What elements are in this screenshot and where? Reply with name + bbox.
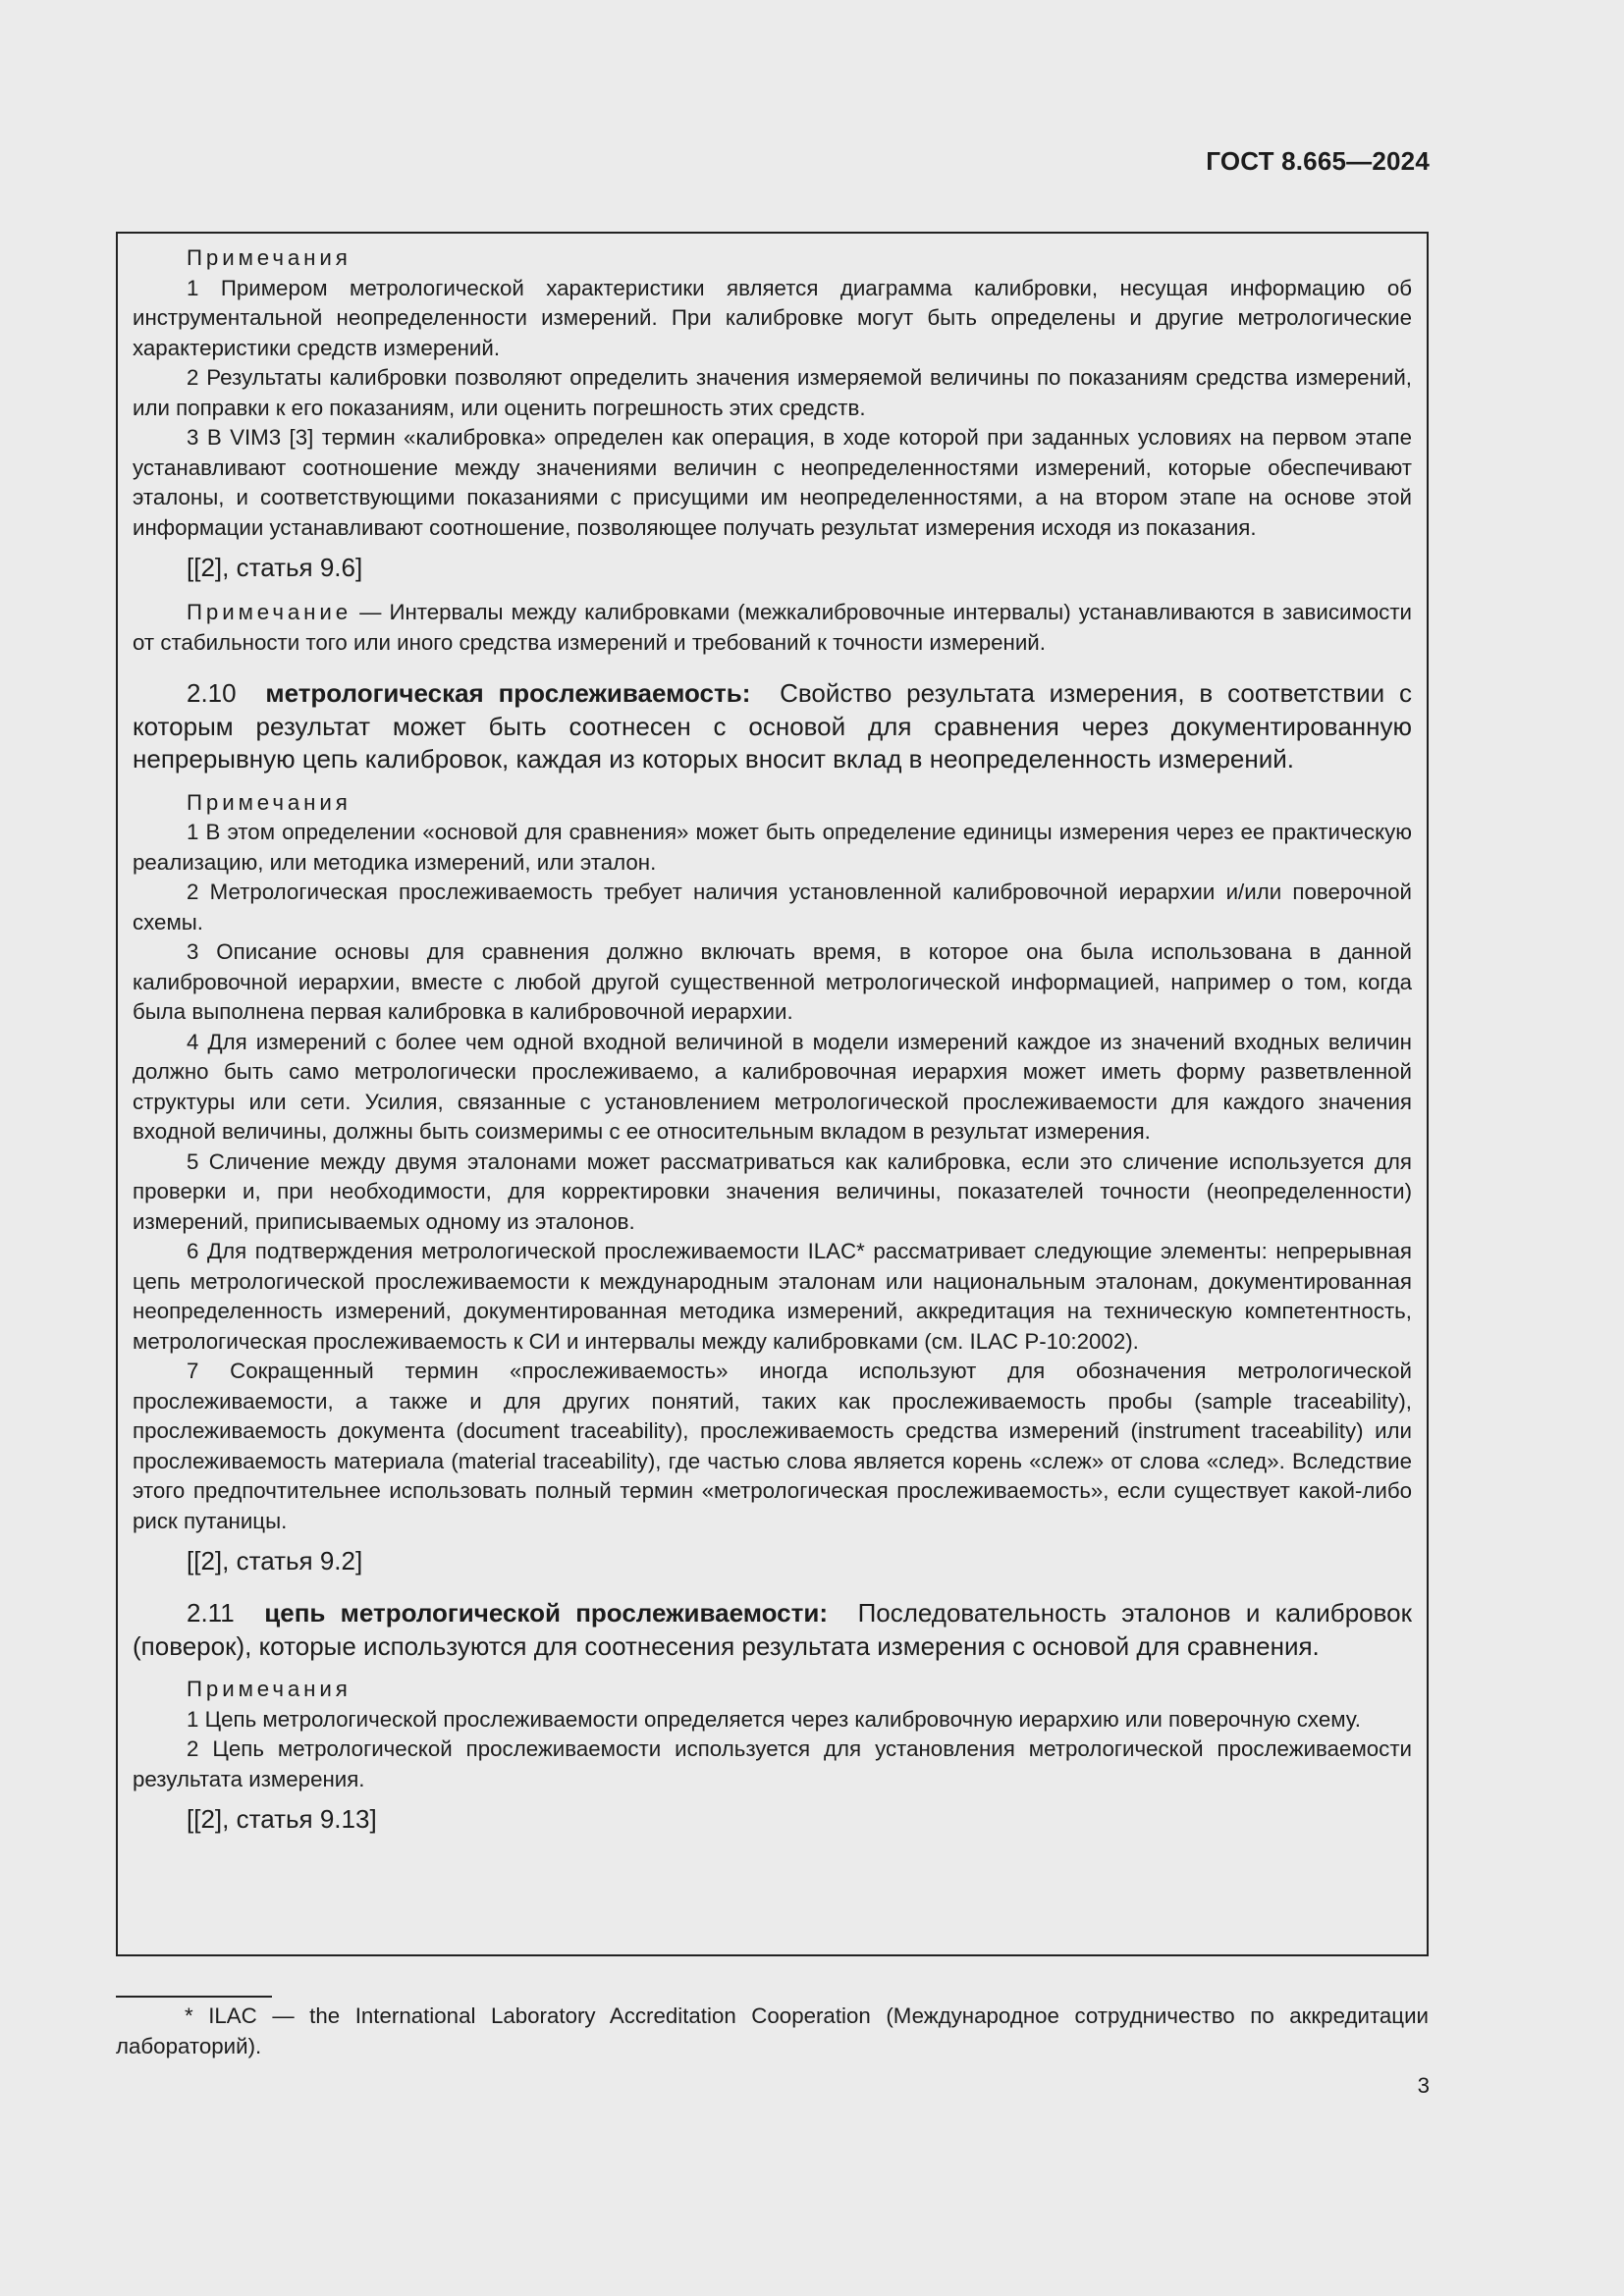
note-item: 4 Для измерений с более чем одной входной величиной в модели измерений каждое из значений входных величин должно быть само метрологически прослеживаемо, а калибровочная иерархия может иметь форму разветвленной структуры или сети. Усилия, связанные с установлением метрологической прослеживаемости для каждого значения входной величины, должны быть соизмеримы с ее относительным вкладом в результат измерения.	[133, 1029, 1412, 1144]
source-reference: [[2], статья 9.13]	[187, 1804, 377, 1834]
definitions-frame	[116, 232, 1429, 1956]
single-note	[133, 598, 1412, 658]
notes-heading: Примечания	[187, 1677, 352, 1701]
page-number: 3	[1417, 2073, 1430, 2098]
note-item: 7 Сокращенный термин «прослеживаемость» иногда используют для обозначения метрологической прослеживаемости, а также и для других понятий, таких как прослеживаемость пробы (sample traceability), прослеживаемость документа (document traceability), прослеживаемость средства измерений (instrument traceability) или прослеживаемость материала (material traceability), где частью слова является корень «слеж» от слова «след». Вследствие этого предпочтительнее использовать полный термин «метрологическая прослеживаемость», если существует какой-либо риск путаницы.	[133, 1359, 1412, 1533]
note-heading: Примечание	[187, 600, 352, 624]
term-number: 2.10	[187, 678, 237, 708]
note-item: 1 Цепь метрологической прослеживаемости определяется через калибровочную иерархию или поверочную схему.	[187, 1706, 1361, 1732]
note-item: 2 Результаты калибровки позволяют определить значения измеряемой величины по показаниям средства измерений, или поправки к его показаниям, или оценить погрешность этих средств.	[133, 365, 1412, 420]
note-item: 2 Метрологическая прослеживаемость требует наличия установленной калибровочной иерархии и/или поверочной схемы.	[133, 880, 1412, 934]
term-name: метрологическая прослеживаемость:	[265, 678, 751, 708]
term-number: 2.11	[187, 1598, 235, 1628]
note-item: 2 Цепь метрологической прослеживаемости используется для установления метрологической прослеживаемости результата измерения.	[133, 1736, 1412, 1791]
note-item: 6 Для подтверждения метрологической прослеживаемости ILAC* рассматривает следующие элементы: непрерывная цепь метрологической прослеживаемости к международным эталонам или национальным эталонам, документированная неопределенность измерений, документированная методика измерений, аккредитация на техническую компетентность, метрологическая прослеживаемость к СИ и интервалы между калибровками (см. ILAC P-10:2002).	[133, 1239, 1412, 1354]
footnote: * ILAC — the International Laboratory Accreditation Cooperation (Международное сотрудничество по аккредитации лабораторий).	[116, 2003, 1429, 2058]
note-item: 1 Примером метрологической характеристики является диаграмма калибровки, несущая информацию об инструментальной неопределенности измерений. При калибровке могут быть определены и другие метрологические характеристики средств измерений.	[133, 275, 1412, 360]
note-item: 3 Описание основы для сравнения должно включать время, в которое она была использована в данной калибровочной иерархии, вместе с любой другой существенной метрологической информацией, например о том, когда была выполнена первая калибровка в калибровочной иерархии.	[133, 939, 1412, 1024]
term-definition: Свойство результата измерения, в соответствии с которым результат может быть соотнесен с основой для сравнения через документированную непрерывную цепь калибровок, каждая из которых вносит вклад в неопределенность измерений.	[133, 678, 1413, 774]
note-item: 3 В VIM3 [3] термин «калибровка» определен как операция, в ходе которой при заданных условиях на первом этапе устанавливают соотношение между значениями величин с неопределенностями измерений, которые обеспечивают эталоны, и соответствующими показаниями с присущими им неопределенностями, а на втором этапе на основе этой информации устанавливают соотношение, позволяющее получать результат измерения исходя из показания.	[133, 425, 1412, 540]
notes-block-calibration	[133, 243, 1412, 543]
term-name: цепь метрологической прослеживаемости:	[264, 1598, 828, 1628]
notes-block-chain	[133, 1675, 1412, 1794]
note-item: 1 В этом определении «основой для сравнения» может быть определение единицы измерения через ее практическую реализацию, или методика измерений, или эталон.	[133, 820, 1412, 875]
source-reference: [[2], статья 9.2]	[187, 1546, 363, 1575]
notes-heading: Примечания	[187, 789, 352, 815]
footnote-separator	[116, 1996, 272, 1998]
note-item: 5 Сличение между двумя эталонами может рассматриваться как калибровка, если это сличение используется для проверки и, при необходимости, для корректировки значения величины, показателей точности (неопределенности) измерений, приписываемых одному из эталонов.	[133, 1148, 1412, 1234]
notes-block-traceability	[133, 788, 1412, 1537]
source-reference: [[2], статья 9.6]	[187, 553, 363, 582]
term-entry-2-11	[133, 1597, 1412, 1663]
term-definition: Последовательность эталонов и калибровок (поверок), которые используются для соотнесения результата измерения с основой для сравнения.	[133, 1598, 1412, 1661]
term-entry-2-10	[133, 677, 1412, 776]
note-text: — Интервалы между калибровками (межкалибровочные интервалы) устанавливаются в зависимости от стабильности того или иного средства измерений и требований к точности измерений.	[133, 600, 1412, 655]
document-header-id: ГОСТ 8.665—2024	[1206, 146, 1430, 176]
notes-heading: Примечания	[187, 245, 352, 270]
